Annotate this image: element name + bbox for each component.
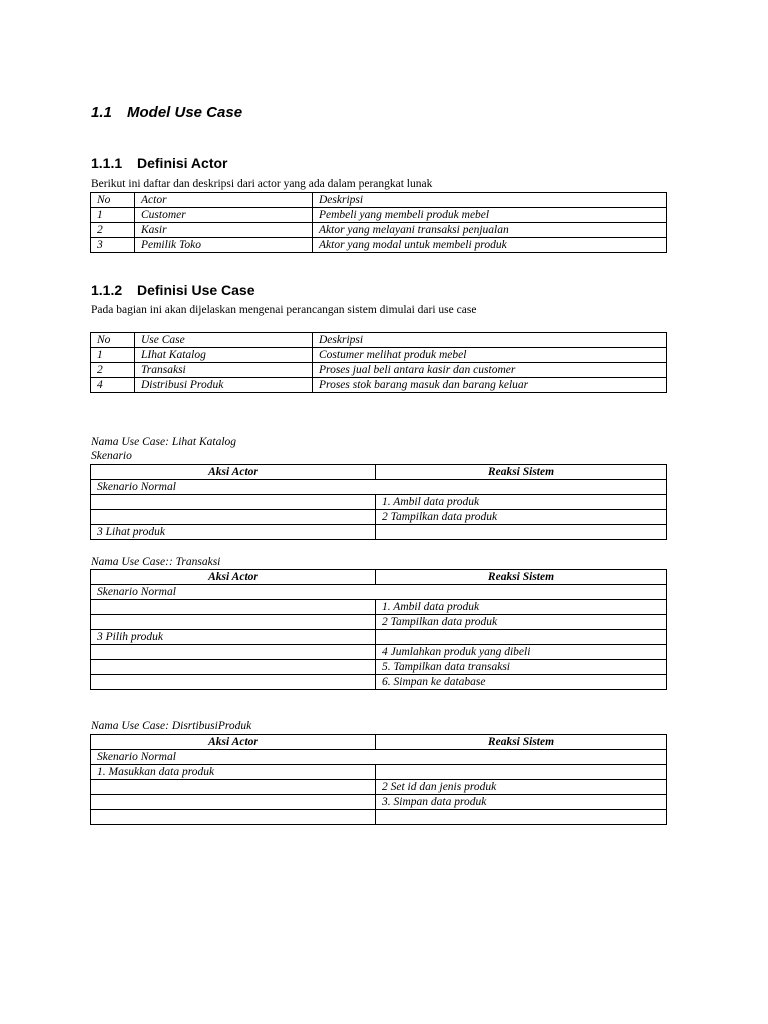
table-cell: 1. Ambil data produk bbox=[376, 495, 667, 510]
scenario-normal-label: Skenario Normal bbox=[91, 585, 667, 600]
header-cell: Deskripsi bbox=[313, 333, 667, 348]
table-cell: Kasir bbox=[135, 223, 313, 238]
table-cell: Proses stok barang masuk dan barang keluar bbox=[313, 378, 667, 393]
table-cell: 1. Ambil data produk bbox=[376, 600, 667, 615]
table-cell bbox=[376, 630, 667, 645]
table-cell: 3 Pilih produk bbox=[91, 630, 376, 645]
table-cell: Customer bbox=[135, 208, 313, 223]
table-row bbox=[91, 208, 667, 223]
table-row bbox=[91, 795, 667, 810]
header-cell: Aksi Actor bbox=[91, 465, 376, 480]
table-row bbox=[91, 238, 667, 253]
section-number: 1.1 bbox=[91, 104, 112, 121]
table-cell bbox=[91, 795, 376, 810]
table-cell: 2 Tampilkan data produk bbox=[376, 615, 667, 630]
table-cell: 2 Set id dan jenis produk bbox=[376, 780, 667, 795]
table-cell: 2 bbox=[91, 363, 135, 378]
table-header-row bbox=[91, 465, 667, 480]
table-cell: 1 bbox=[91, 348, 135, 363]
scenario-table-lihat-katalog bbox=[90, 464, 667, 540]
scenario-table-transaksi bbox=[90, 569, 667, 690]
table-row bbox=[91, 495, 667, 510]
table-cell: 2 Tampilkan data produk bbox=[376, 510, 667, 525]
actor-section-number: 1.1.1 bbox=[91, 155, 123, 171]
table-cell bbox=[91, 660, 376, 675]
table-cell: Transaksi bbox=[135, 363, 313, 378]
header-cell: Reaksi Sistem bbox=[376, 570, 667, 585]
usecase-section-title: Definisi Use Case bbox=[137, 282, 255, 298]
scenario-label: Skenario bbox=[91, 450, 132, 462]
table-cell: 1. Masukkan data produk bbox=[91, 765, 376, 780]
scenario-name: Nama Use Case: Lihat Katalog bbox=[91, 436, 237, 448]
usecase-intro: Pada bagian ini akan dijelaskan mengenai perancangan sistem dimulai dari use case bbox=[91, 304, 477, 316]
table-header-row bbox=[91, 333, 667, 348]
scenario-name: Nama Use Case: DisrtibusiProduk bbox=[91, 720, 252, 732]
table-row bbox=[91, 660, 667, 675]
table-cell: 3. Simpan data produk bbox=[376, 795, 667, 810]
table-cell bbox=[91, 780, 376, 795]
actor-table bbox=[90, 192, 667, 253]
table-cell bbox=[91, 495, 376, 510]
table-cell bbox=[376, 765, 667, 780]
table-cell: Distribusi Produk bbox=[135, 378, 313, 393]
usecase-section-heading bbox=[91, 282, 255, 298]
header-cell: Aksi Actor bbox=[91, 735, 376, 750]
table-cell bbox=[91, 675, 376, 690]
table-row bbox=[91, 363, 667, 378]
table-cell: 5. Tampilkan data transaksi bbox=[376, 660, 667, 675]
table-cell: LIhat Katalog bbox=[135, 348, 313, 363]
table-row bbox=[91, 630, 667, 645]
table-row bbox=[91, 600, 667, 615]
usecase-section-number: 1.1.2 bbox=[91, 282, 123, 298]
table-row bbox=[91, 525, 667, 540]
table-cell: 1 bbox=[91, 208, 135, 223]
section-title-text: Model Use Case bbox=[127, 104, 243, 121]
table-cell bbox=[91, 510, 376, 525]
header-cell: Reaksi Sistem bbox=[376, 735, 667, 750]
table-cell bbox=[376, 810, 667, 825]
header-cell: No bbox=[91, 193, 135, 208]
header-cell: Aksi Actor bbox=[91, 570, 376, 585]
table-cell: 6. Simpan ke database bbox=[376, 675, 667, 690]
table-cell: Proses jual beli antara kasir dan customer bbox=[313, 363, 667, 378]
header-cell: No bbox=[91, 333, 135, 348]
usecase-table bbox=[90, 332, 667, 393]
table-row bbox=[91, 615, 667, 630]
table-row bbox=[91, 765, 667, 780]
section-title bbox=[91, 104, 242, 121]
header-cell: Actor bbox=[135, 193, 313, 208]
table-cell: Aktor yang melayani transaksi penjualan bbox=[313, 223, 667, 238]
scenario-table-distribusi bbox=[90, 734, 667, 825]
table-header-row bbox=[91, 193, 667, 208]
table-row bbox=[91, 510, 667, 525]
table-row bbox=[91, 378, 667, 393]
scenario-normal-label: Skenario Normal bbox=[91, 480, 667, 495]
header-cell: Reaksi Sistem bbox=[376, 465, 667, 480]
table-header-row bbox=[91, 735, 667, 750]
header-cell: Deskripsi bbox=[313, 193, 667, 208]
table-cell: 3 Lihat produk bbox=[91, 525, 376, 540]
actor-section-title: Definisi Actor bbox=[137, 155, 228, 171]
scenario-normal-label: Skenario Normal bbox=[91, 750, 667, 765]
scenario-name: Nama Use Case:: Transaksi bbox=[91, 556, 221, 568]
actor-section-heading bbox=[91, 155, 228, 171]
table-cell: Pemilik Toko bbox=[135, 238, 313, 253]
actor-intro: Berikut ini daftar dan deskripsi dari actor yang ada dalam perangkat lunak bbox=[91, 178, 433, 190]
table-cell: Aktor yang modal untuk membeli produk bbox=[313, 238, 667, 253]
table-row bbox=[91, 480, 667, 495]
table-row bbox=[91, 780, 667, 795]
header-cell: Use Case bbox=[135, 333, 313, 348]
table-cell: 3 bbox=[91, 238, 135, 253]
table-row bbox=[91, 675, 667, 690]
table-row bbox=[91, 223, 667, 238]
table-cell: 4 bbox=[91, 378, 135, 393]
table-cell bbox=[91, 600, 376, 615]
table-cell: 4 Jumlahkan produk yang dibeli bbox=[376, 645, 667, 660]
table-cell: 2 bbox=[91, 223, 135, 238]
table-cell bbox=[91, 645, 376, 660]
table-cell: Costumer melihat produk mebel bbox=[313, 348, 667, 363]
table-row bbox=[91, 750, 667, 765]
table-header-row bbox=[91, 570, 667, 585]
table-cell bbox=[91, 615, 376, 630]
table-row bbox=[91, 585, 667, 600]
table-cell bbox=[376, 525, 667, 540]
table-cell: Pembeli yang membeli produk mebel bbox=[313, 208, 667, 223]
table-cell bbox=[91, 810, 376, 825]
table-row bbox=[91, 810, 667, 825]
table-row bbox=[91, 348, 667, 363]
table-row bbox=[91, 645, 667, 660]
